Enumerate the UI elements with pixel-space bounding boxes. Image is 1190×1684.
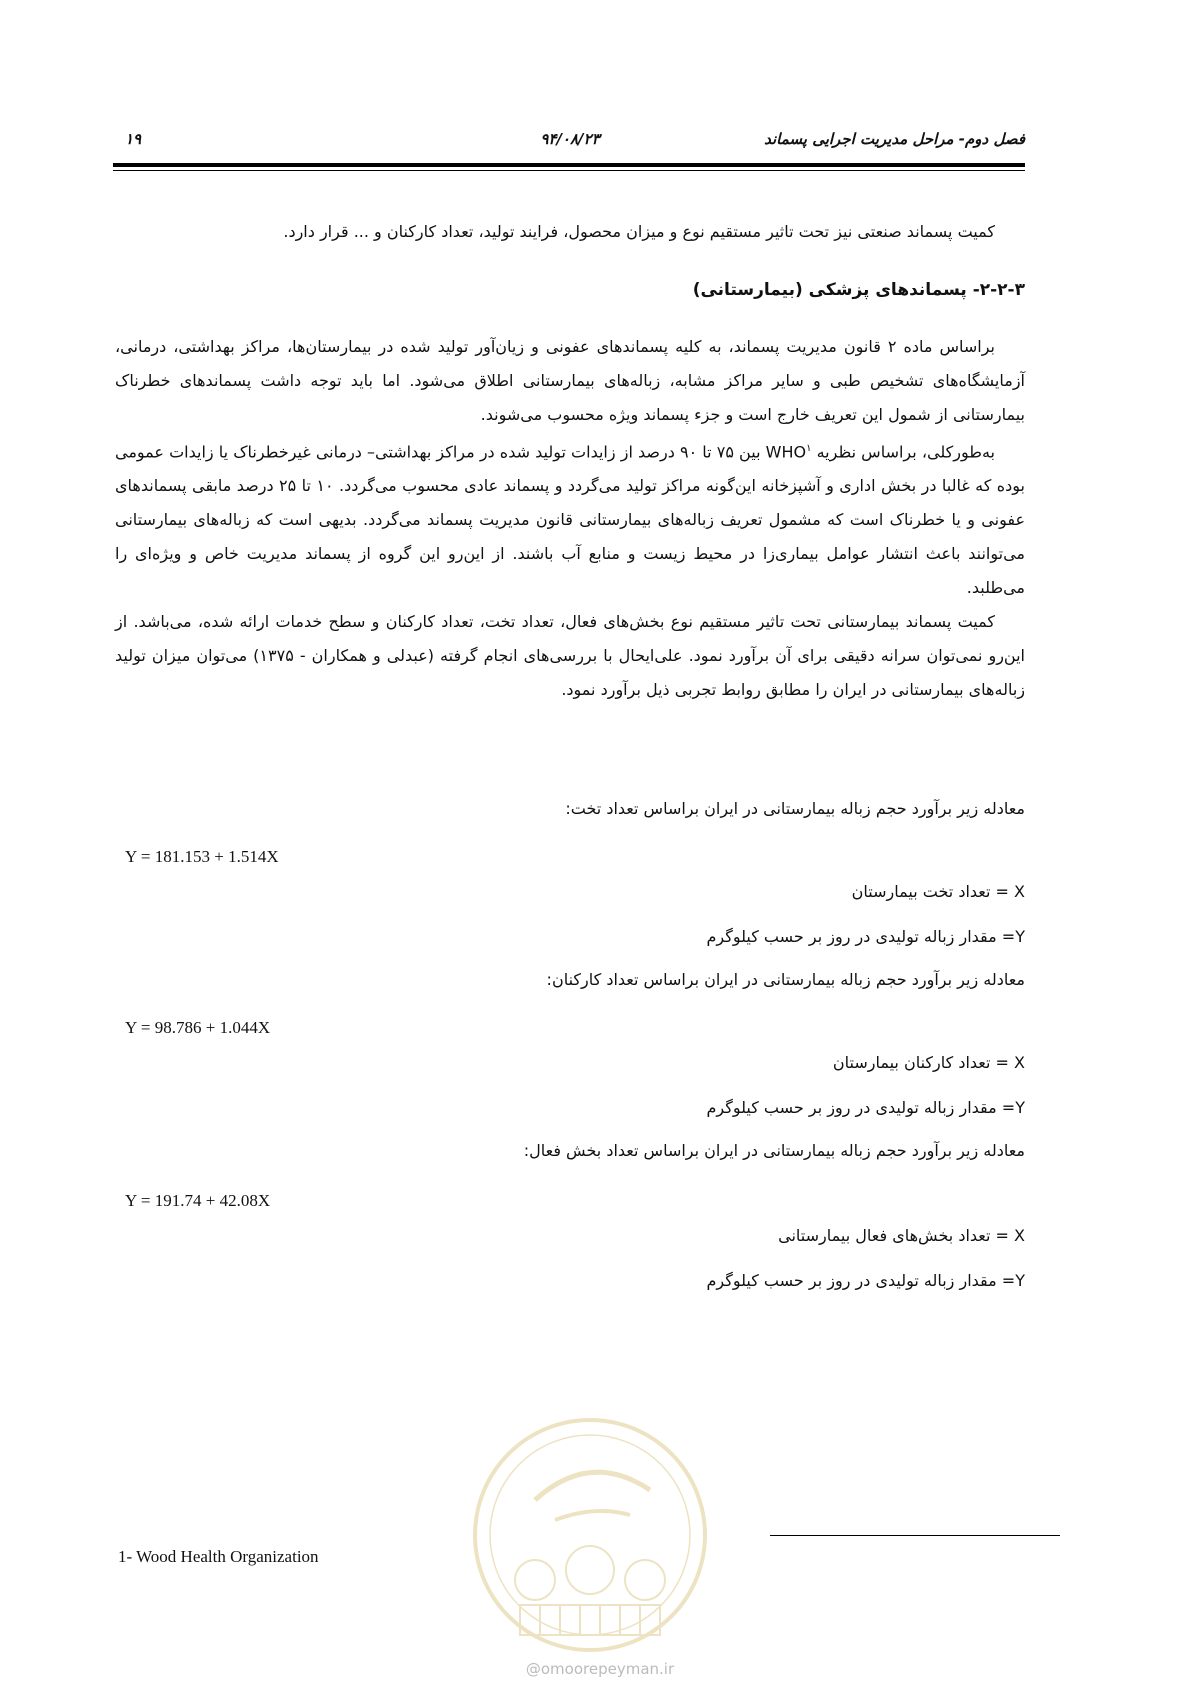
equation-formula: Y = 181.153 + 1.514X	[125, 847, 279, 866]
intro-paragraph: کمیت پسماند صنعتی نیز تحت تاثیر مستقیم نوع و میزان محصول، فرایند تولید، تعداد کارکنان و ... قرار دارد.	[283, 222, 995, 241]
section-heading: ۲-۲-۳- پسماندهای پزشکی (بیمارستانی)	[692, 280, 1025, 300]
equation-intro: معادله زیر برآورد حجم زباله بیمارستانی در ایران براساس تعداد کارکنان:	[546, 970, 1025, 989]
equation-intro: معادله زیر برآورد حجم زباله بیمارستانی در ایران براساس تعداد بخش فعال:	[523, 1141, 1025, 1160]
main-paragraphs	[115, 330, 1025, 707]
paragraph-quantity: کمیت پسماند بیمارستانی تحت تاثیر مستقیم نوع بخش‌های فعال، تعداد تخت، تعداد کارکنان و سطح خدمات ارائه شده، می‌باشد. از این‌رو نمی‌توان سرانه دقیقی برای آن برآورد نمود. علی‌ایحال با بررسی‌های انجام گرفته (عبدلی و همکاران - ۱۳۷۵) می‌توان میزان تولید زباله‌های بیمارستانی در ایران را مطابق روابط تجربی ذیل برآورد نمود.	[115, 612, 1025, 700]
footnote-rule	[770, 1535, 1060, 1536]
equation-intro: معادله زیر برآورد حجم زباله بیمارستانی در ایران براساس تعداد تخت:	[565, 799, 1025, 818]
equation-x-definition: X = تعداد بخش‌های فعال بیمارستانی	[778, 1226, 1025, 1245]
equation-y-definition: Y= مقدار زباله تولیدی در روز بر حسب کیلوگرم	[706, 1271, 1025, 1290]
equation-x-definition: X = تعداد تخت بیمارستان	[851, 882, 1025, 901]
header-rule-thin	[113, 170, 1025, 171]
equation-x-definition: X = تعداد کارکنان بیمارستان	[832, 1053, 1025, 1072]
equation-formula: Y = 191.74 + 42.08X	[125, 1191, 271, 1210]
equation-y-definition: Y= مقدار زباله تولیدی در روز بر حسب کیلوگرم	[706, 1098, 1025, 1117]
chapter-title: فصل دوم- مراحل مدیریت اجرایی پسماند	[764, 130, 1025, 148]
page-header	[115, 130, 1025, 152]
footnote-marker: ۱	[806, 443, 812, 454]
equation-y-definition: Y= مقدار زباله تولیدی در روز بر حسب کیلوگرم	[706, 927, 1025, 946]
watermark-url: @omoorepeyman.ir	[525, 1660, 675, 1678]
page-number: ۱۹	[125, 130, 142, 148]
paragraph-definition: براساس ماده ۲ قانون مدیریت پسماند، به کلیه پسماندهای عفونی و زیان‌آور تولید شده در بیمارستان‌ها، مراکز بهداشتی، درمانی، آزمایشگاه‌های تشخیص طبی و سایر مراکز مشابه، زباله‌های بیمارستانی اطلاق می‌شود. اما باید توجه داشت پسماندهای خطرناک بیمارستانی از شمول این تعریف خارج است و جزء پسماند ویژه محسوب می‌شوند.	[115, 337, 1025, 424]
equation-formula: Y = 98.786 + 1.044X	[125, 1018, 271, 1037]
footnote: 1- Wood Health Organization	[118, 1547, 319, 1566]
header-rule-thick	[113, 163, 1025, 167]
paragraph-who: به‌طورکلی، براساس نظریه WHO$^۱$ بین ۷۵ تا ۹۰ درصد از زایدات تولید شده در مراکز بهداشتی– درمانی غیرخطرناک یا زایدات عمومی بوده که غالبا در بخش اداری و آشپزخانه این‌گونه مراکز تولید می‌گردد و پسماند عادی محسوب می‌گردد. ۱۰ تا ۲۵ درصد مابقی پسماندهای عفونی و یا خطرناک است که مشمول تعریف زباله‌های بیمارستانی قانون مدیریت پسماند می‌گردد. بدیهی است که زباله‌های بیمارستانی می‌توانند باعث انتشار عوامل بیماری‌زا در محیط زیست و منابع آب باشند. از این‌رو این گروه از پسماند مدیریت خاص و ویژه‌ای را می‌طلبد.	[115, 442, 1025, 598]
header-date: ۹۴/۰۸/۲۳	[540, 130, 600, 148]
watermark-seal	[465, 1410, 715, 1660]
at-icon: @	[525, 1660, 541, 1678]
